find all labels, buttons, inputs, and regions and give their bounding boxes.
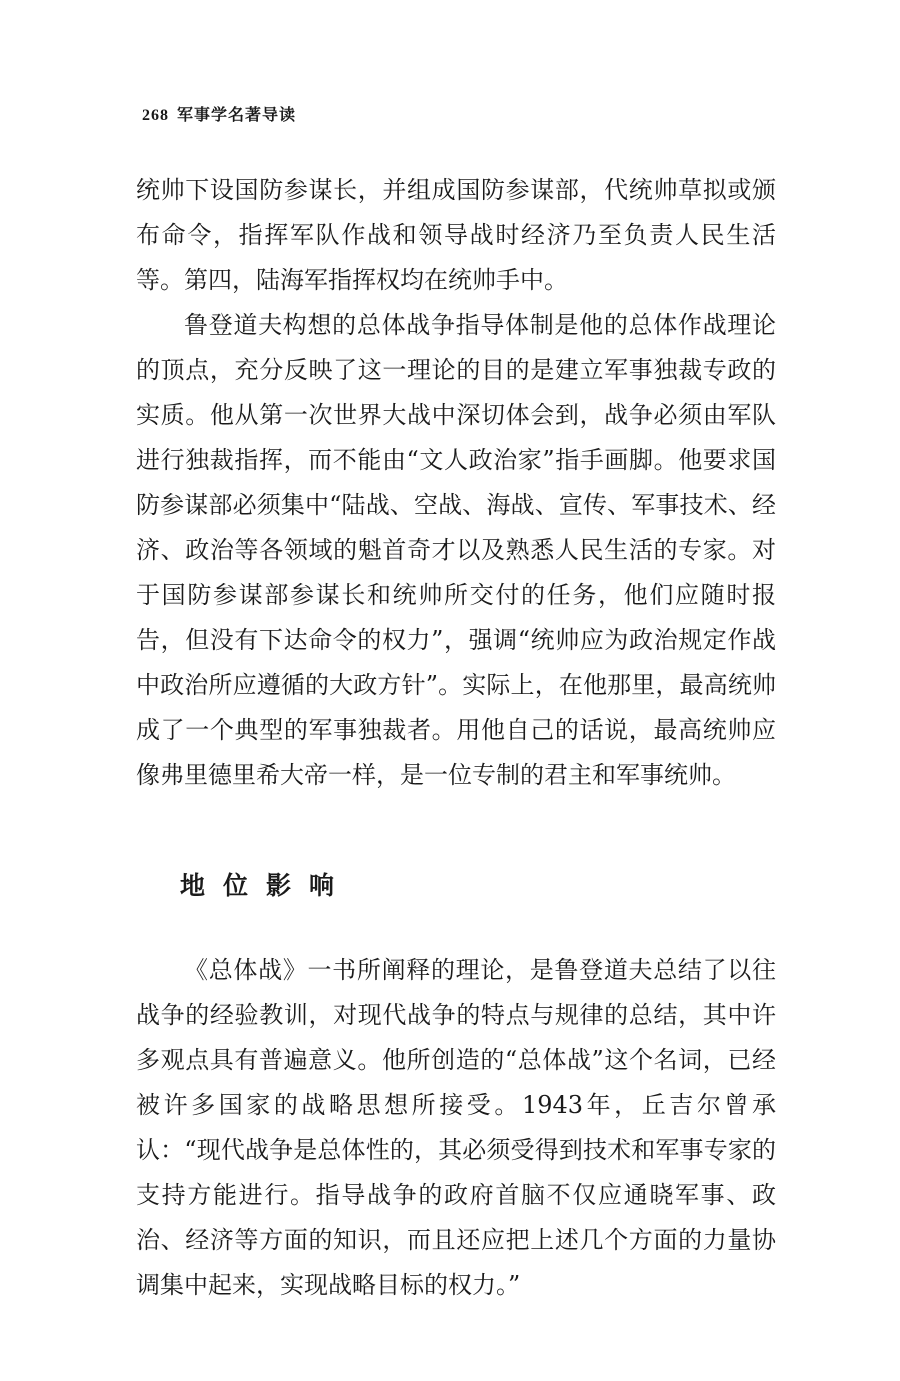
paragraph-continued: 统帅下设国防参谋长，并组成国防参谋部，代统帅草拟或颁布命令，指挥军队作战和领导战时经济乃至负责人民生活等。第四，陆海军指挥权均在统帅手中。 — [136, 176, 776, 294]
paragraph: 鲁登道夫构想的总体战争指导体制是他的总体作战理论的顶点，充分反映了这一理论的目的是建立军事独裁专政的实质。他从第一次世界大战中深切体会到，战争必须由军队进行独裁指挥，而不能由“文人政治家”指手画脚。他要求国防参谋部必须集中“陆战、空战、海战、宣传、军事技术、经济、政治等各领域的魁首奇才以及熟悉人民生活的专家。对于国防参谋部参谋长和统帅所交付的任务，他们应随时报告，但没有下达命令的权力”，强调“统帅应为政治规定作战中政治所应遵循的大政方针”。实际上，在他那里，最高统帅成了一个典型的军事独裁者。用他自己的话说，最高统帅应像弗里德里希大帝一样，是一位专制的君主和军事统帅。 — [136, 311, 776, 789]
section-heading: 地位影响 — [180, 871, 353, 900]
running-head — [142, 102, 296, 125]
body-text-bottom — [136, 948, 776, 1308]
book-title: 军事学名著导读 — [177, 105, 297, 124]
page-number: 268 — [142, 107, 169, 124]
paragraph: 《总体战》一书所阐释的理论，是鲁登道夫总结了以往战争的经验教训，对现代战争的特点与规律的总结，其中许多观点具有普遍意义。他所创造的“总体战”这个名词，已经被许多国家的战略思想所接受。1943年，丘吉尔曾承认：“现代战争是总体性的，其必须受得到技术和军事专家的支持方能进行。指导战争的政府首脑不仅应通晓军事、政治、经济等方面的知识，而且还应把上述几个方面的力量协调集中起来，实现战略目标的权力。” — [136, 956, 776, 1299]
body-text-top — [136, 168, 776, 798]
